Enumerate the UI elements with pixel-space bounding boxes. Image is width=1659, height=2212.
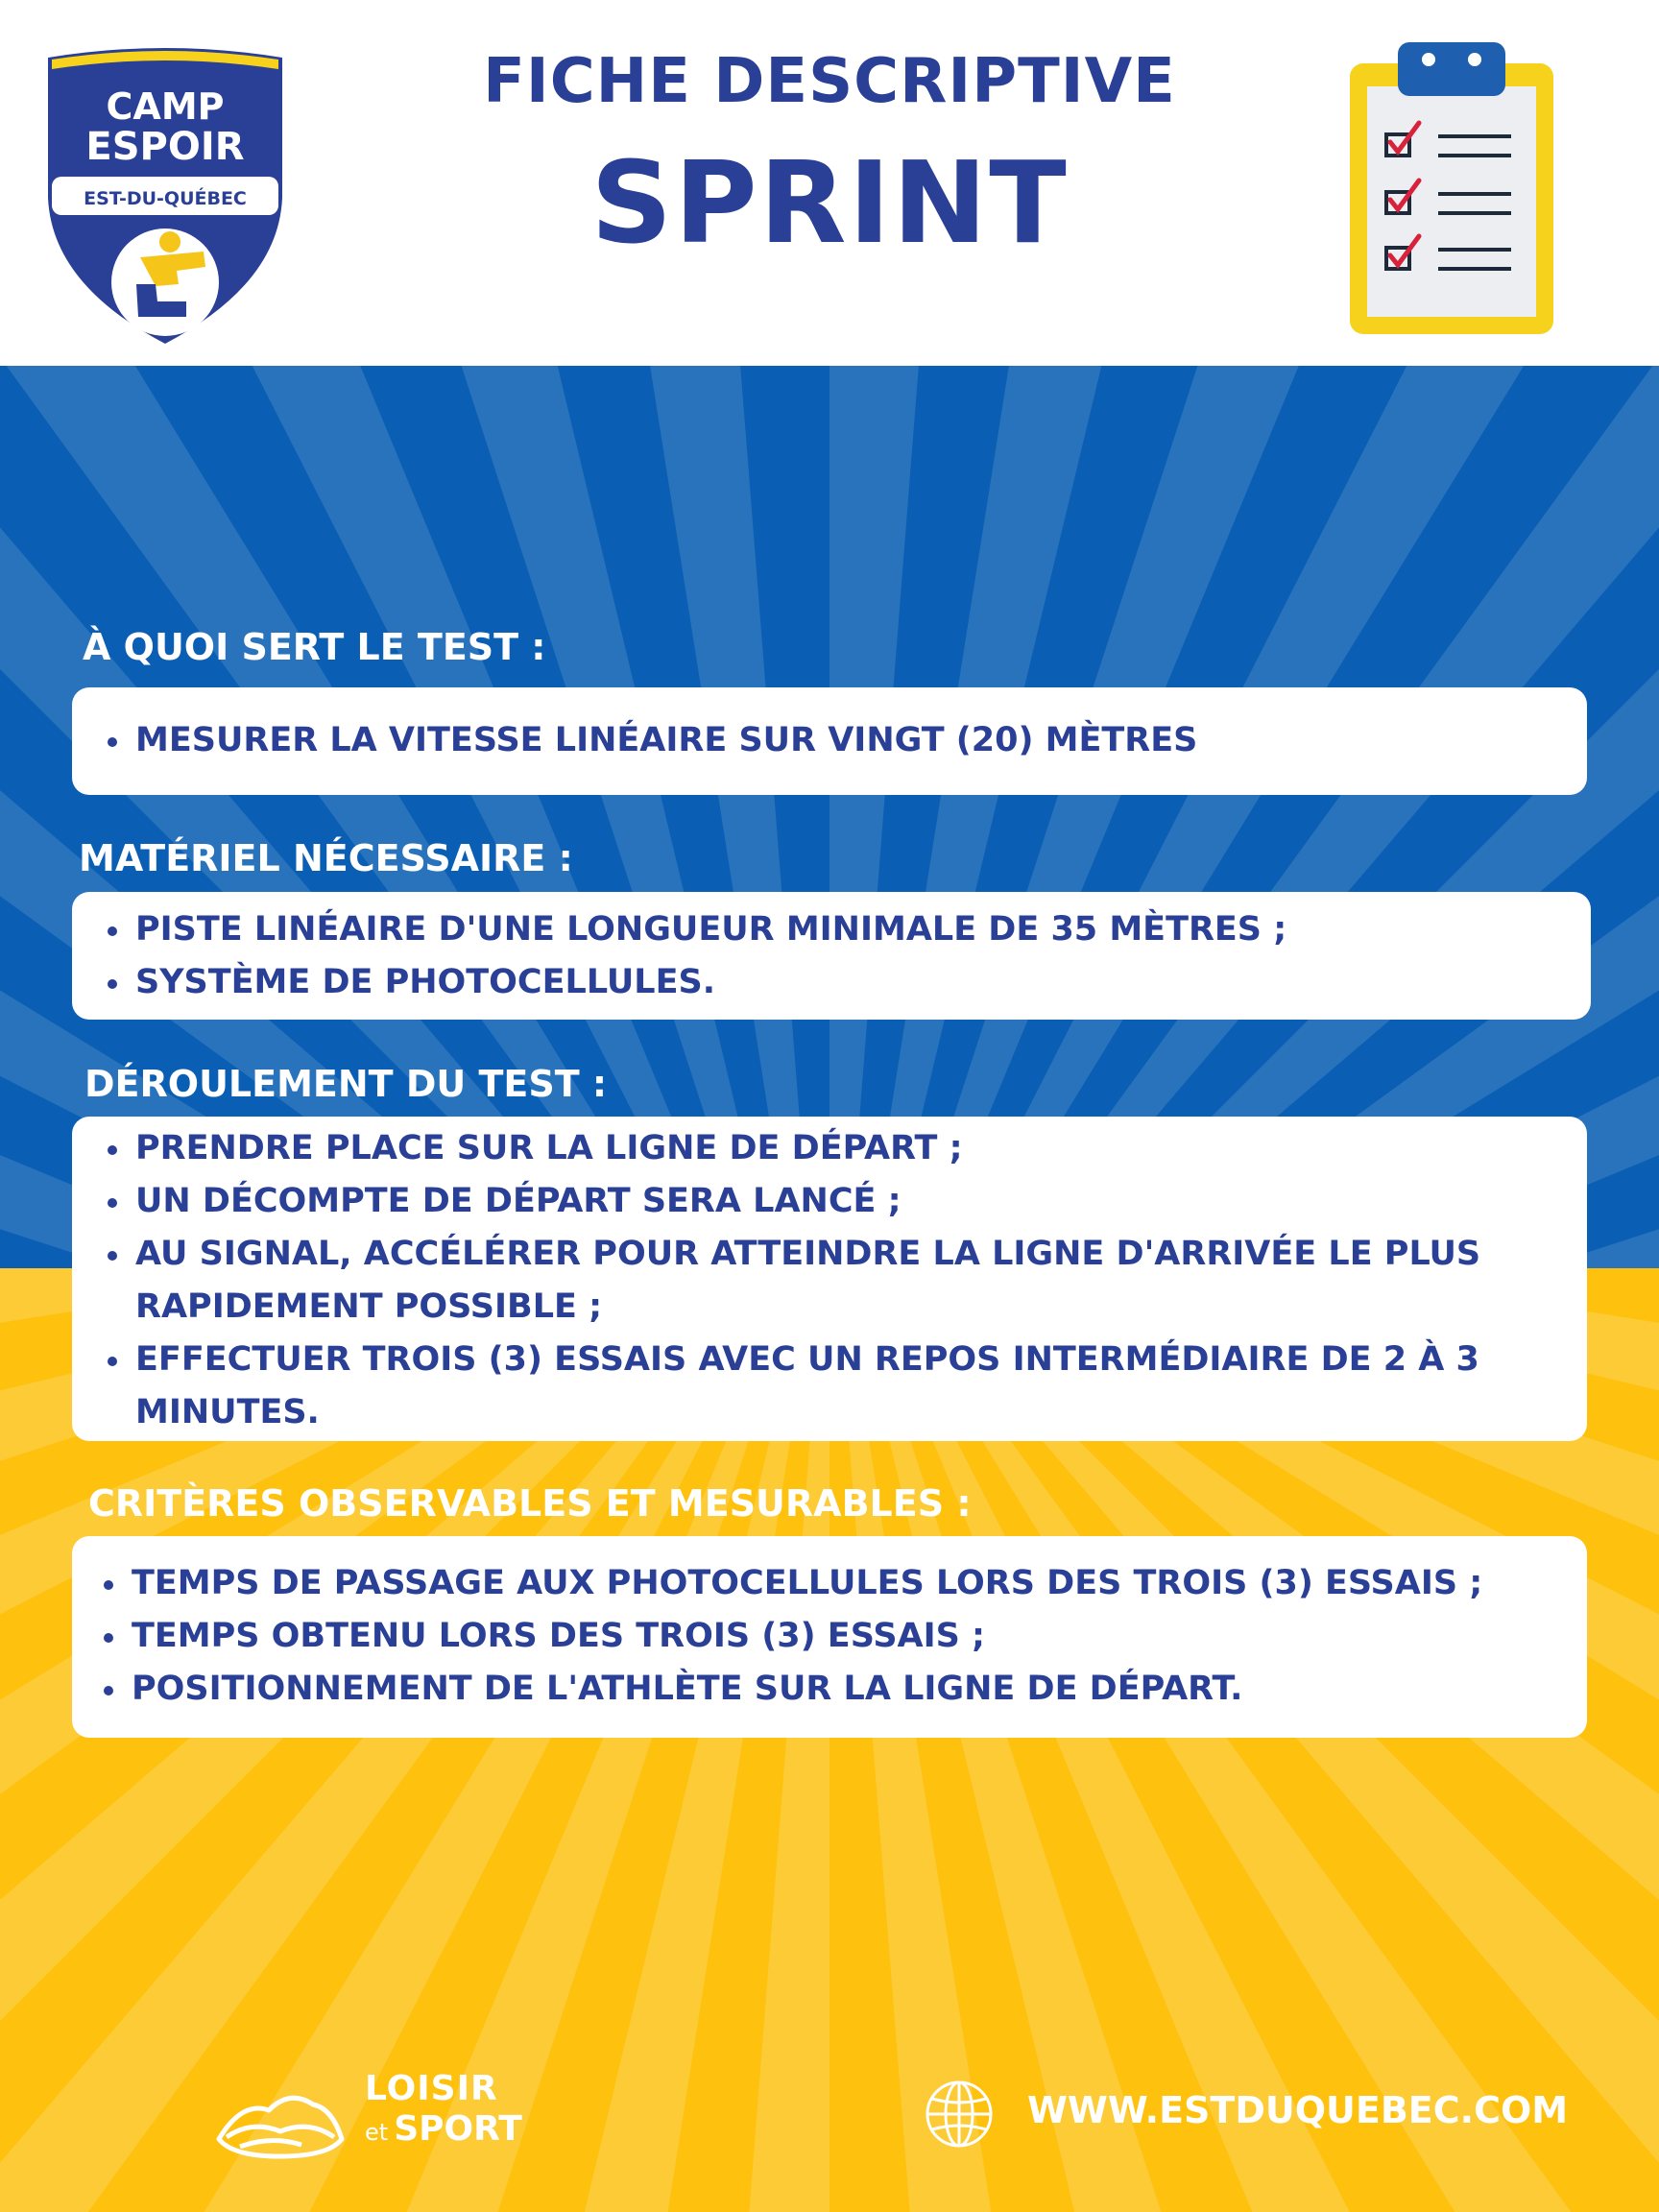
list-item: TEMPS DE PASSAGE AUX PHOTOCELLULES LORS DES TROIS (3) ESSAIS ; bbox=[68, 1557, 1587, 1610]
list-item: MESURER LA VITESSE LINÉAIRE SUR VINGT (20) MÈTRES bbox=[72, 714, 1587, 767]
camp-espoir-logo bbox=[42, 44, 288, 348]
brand-line1: LOISIR bbox=[365, 2069, 498, 2108]
list-item: EFFECTUER TROIS (3) ESSAIS AVEC UN REPOS INTERMÉDIAIRE DE 2 À 3 MINUTES. bbox=[72, 1334, 1558, 1439]
logo-line1: CAMP bbox=[106, 85, 225, 128]
logo-line3: EST-DU-QUÉBEC bbox=[84, 188, 247, 209]
section-criteria-label: CRITÈRES OBSERVABLES ET MESURABLES : bbox=[88, 1482, 972, 1525]
list-item: SYSTÈME DE PHOTOCELLULES. bbox=[72, 956, 1591, 1009]
loisir-sport-brand bbox=[365, 2070, 522, 2153]
section-purpose-card bbox=[72, 687, 1587, 795]
section-equipment-card bbox=[72, 892, 1591, 1020]
page-subtitle: FICHE DESCRIPTIVE bbox=[483, 46, 1176, 117]
checklist-clipboard-icon bbox=[1346, 38, 1557, 338]
section-equipment-label: MATÉRIEL NÉCESSAIRE : bbox=[79, 837, 573, 879]
section-criteria-card bbox=[72, 1536, 1587, 1738]
list-item: PISTE LINÉAIRE D'UNE LONGUEUR MINIMALE DE 35 MÈTRES ; bbox=[72, 903, 1591, 956]
athlete-head-icon bbox=[159, 231, 180, 252]
brand-line2: SPORT bbox=[394, 2109, 522, 2149]
list-item: UN DÉCOMPTE DE DÉPART SERA LANCÉ ; bbox=[72, 1175, 1558, 1228]
list-item: AU SIGNAL, ACCÉLÉRER POUR ATTEINDRE LA LIGNE D'ARRIVÉE LE PLUS RAPIDEMENT POSSIBLE ; bbox=[72, 1228, 1558, 1334]
globe-icon bbox=[925, 2080, 994, 2149]
list-item: POSITIONNEMENT DE L'ATHLÈTE SUR LA LIGNE DE DÉPART. bbox=[68, 1663, 1587, 1716]
section-purpose-label: À QUOI SERT LE TEST : bbox=[83, 626, 546, 668]
page-title: SPRINT bbox=[590, 136, 1069, 269]
website-link[interactable]: WWW.ESTDUQUEBEC.COM bbox=[1027, 2089, 1569, 2131]
logo-line2: ESPOIR bbox=[85, 125, 245, 169]
section-procedure-label: DÉROULEMENT DU TEST : bbox=[84, 1063, 608, 1105]
section-procedure-card bbox=[72, 1117, 1587, 1441]
list-item: PRENDRE PLACE SUR LA LIGNE DE DÉPART ; bbox=[72, 1122, 1558, 1175]
loisir-sport-logo-icon bbox=[213, 2081, 348, 2160]
list-item: TEMPS OBTENU LORS DES TROIS (3) ESSAIS ; bbox=[68, 1610, 1587, 1663]
brand-et: et bbox=[365, 2119, 389, 2146]
